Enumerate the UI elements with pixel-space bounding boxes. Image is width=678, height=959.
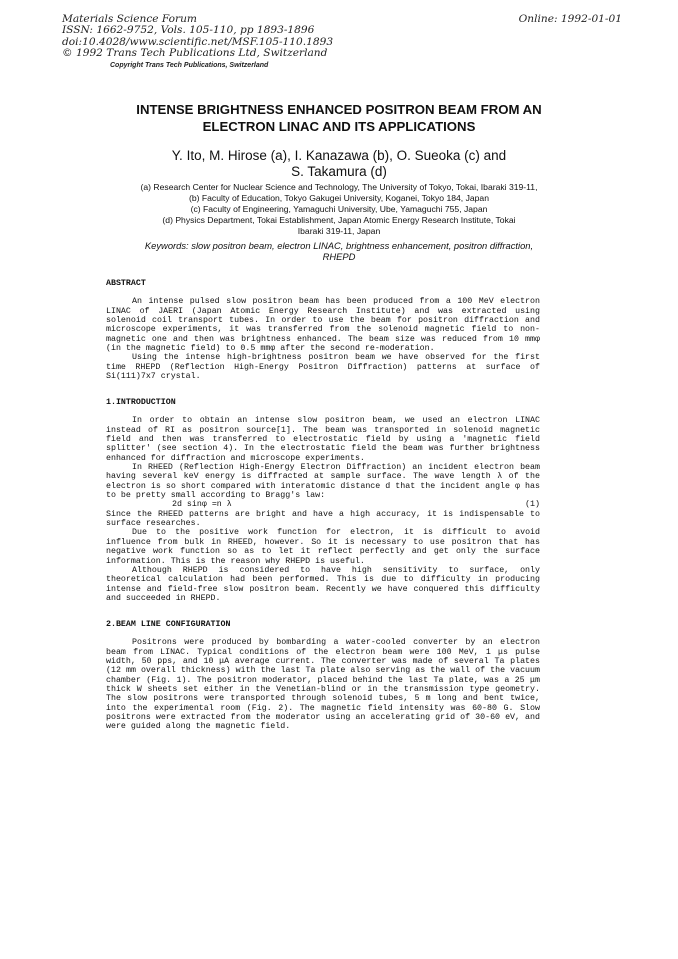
abstract-section — [106, 279, 540, 381]
doi-line: doi:10.4028/www.scientific.net/MSF.105-110.1893 — [62, 35, 334, 48]
title-line-1: INTENSE BRIGHTNESS ENHANCED POSITRON BEAM FROM AN — [136, 102, 542, 117]
abstract-heading: ABSTRACT — [106, 279, 146, 288]
journal-name: Materials Science Forum — [62, 13, 197, 25]
affiliation-d-cont: Ibaraki 319-11, Japan — [297, 226, 381, 236]
publication-header — [62, 14, 622, 71]
paper-title — [60, 101, 618, 135]
title-line-2: ELECTRON LINAC AND ITS APPLICATIONS — [202, 119, 476, 134]
keywords — [105, 240, 573, 262]
affiliation-a: (a) Research Center for Nuclear Science and Technology, The University of Tokyo, Tokai, Ibaraki 319-11, — [140, 182, 538, 192]
authors-line-1: Y. Ito, M. Hirose (a), I. Kanazawa (b), O. Sueoka (c) and — [171, 148, 507, 163]
intro-paragraph-2b: Since the RHEED patterns are bright and have a high accuracy, it is indispensable to surface researches. — [106, 509, 540, 529]
copyright-small: Copyright Trans Tech Publications, Switzerland — [110, 61, 269, 69]
copyright-line: © 1992 Trans Tech Publications Ltd, Switzerland — [62, 47, 328, 60]
beamline-section — [106, 620, 540, 732]
introduction-heading: 1.INTRODUCTION — [106, 398, 176, 407]
affiliation-b: (b) Faculty of Education, Tokyo Gakugei University, Koganei, Tokyo 184, Japan — [189, 193, 489, 203]
affiliations — [60, 182, 618, 237]
intro-paragraph-3: Due to the positive work function for electron, it is difficult to avoid influence from bulk in RHEED, however. So it is necessary to use positron that has negative work function so as to let it reflect perfectly and get only the surface information. This is the reason why RHEPD is useful. — [106, 528, 540, 566]
equation-text: 2d sinφ =n λ — [172, 500, 232, 510]
intro-paragraph-1: In order to obtain an intense slow positron beam, we used an electron LINAC instead of RI as positron source[1]. The beam was transported in solenoid magnetic field and then was transferred to electrostatic field by using a 'magnetic field splitter' (see section 4). In the electrostatic field the beam was further brightness enhanced for diffraction and microscope experiments. — [106, 416, 540, 463]
keywords-line-1: Keywords: slow positron beam, electron LINAC, brightness enhancement, positron diffraction, — [144, 240, 534, 251]
authors-line-2: S. Takamura (d) — [291, 164, 387, 179]
abstract-paragraph-2: Using the intense high-brightness positron beam we have observed for the first time RHEPD (Reflection High-Energy Positron Diffraction) patterns at surface of Si(111)7x7 crystal. — [106, 353, 540, 382]
equation-number: (1) — [525, 500, 540, 510]
intro-paragraph-2: In RHEED (Reflection High-Energy Electron Diffraction) an incident electron beam having several keV energy is diffracted at sample surface. The wave length λ of the electron is so short compared with interatomic distance d that the incident angle φ has to be pretty small according to Bragg's law: — [106, 463, 540, 501]
abstract-paragraph-1: An intense pulsed slow positron beam has been produced from a 100 MeV electron LINAC of JAERI (Japan Atomic Energy Research Institute) and was extracted using solenoid coil transport tubes. In order to use the beam for positron diffraction and microscope experiments, it was transferred from the solenoid magnetic field to non-magnetic one and then was brightness enhanced. The beam size was reduced from 10 mmφ (in the magnetic field) to 0.5 mmφ after the second re-moderation. — [106, 297, 540, 354]
beamline-heading: 2.BEAM LINE CONFIGURATION — [106, 620, 231, 629]
introduction-section — [106, 398, 540, 603]
issn-line: ISSN: 1662-9752, Vols. 105-110, pp 1893-1896 — [62, 24, 315, 37]
online-date: Online: 1992-01-01 — [518, 13, 622, 25]
affiliation-d: (d) Physics Department, Tokai Establishment, Japan Atomic Energy Research Institute, Tokai — [162, 215, 516, 225]
intro-paragraph-4: Although RHEPD is considered to have high sensitivity to surface, only theoretical calculation had been performed. This is due to difficulty in producing intense and field-free slow positron beam. Recently we have conquered this difficulty and succeeded in RHEPD. — [106, 565, 540, 603]
keywords-line-2: RHEPD — [322, 251, 356, 262]
beamline-paragraph-1: Positrons were produced by bombarding a water-cooled converter by an electron beam from LINAC. Typical conditions of the electron beam were 100 MeV, 1 μs pulse width, 50 pps, and 10 μA average current. The converter was made of several Ta plates (12 mm overall thickness) with the last Ta plate also serving as the wall of the vacuum chamber (Fig. 1). The positron moderator, placed behind the last Ta plate, was a 25 μm thick W sheets set either in the Venetian-blind or in the transmission type geometry. The slow positrons were transported through solenoid tubes, 5 m long and bent twice, into the experimental room (Fig. 2). The magnetic field intensity was 60-80 G. Slow positrons were extracted from the moderator using an accelerating grid of 30-60 eV, and were guided along the magnetic field. — [106, 638, 540, 732]
author-list — [60, 148, 618, 180]
affiliation-c: (c) Faculty of Engineering, Yamaguchi University, Ube, Yamaguchi 755, Japan — [190, 204, 488, 214]
bragg-equation — [106, 500, 540, 509]
